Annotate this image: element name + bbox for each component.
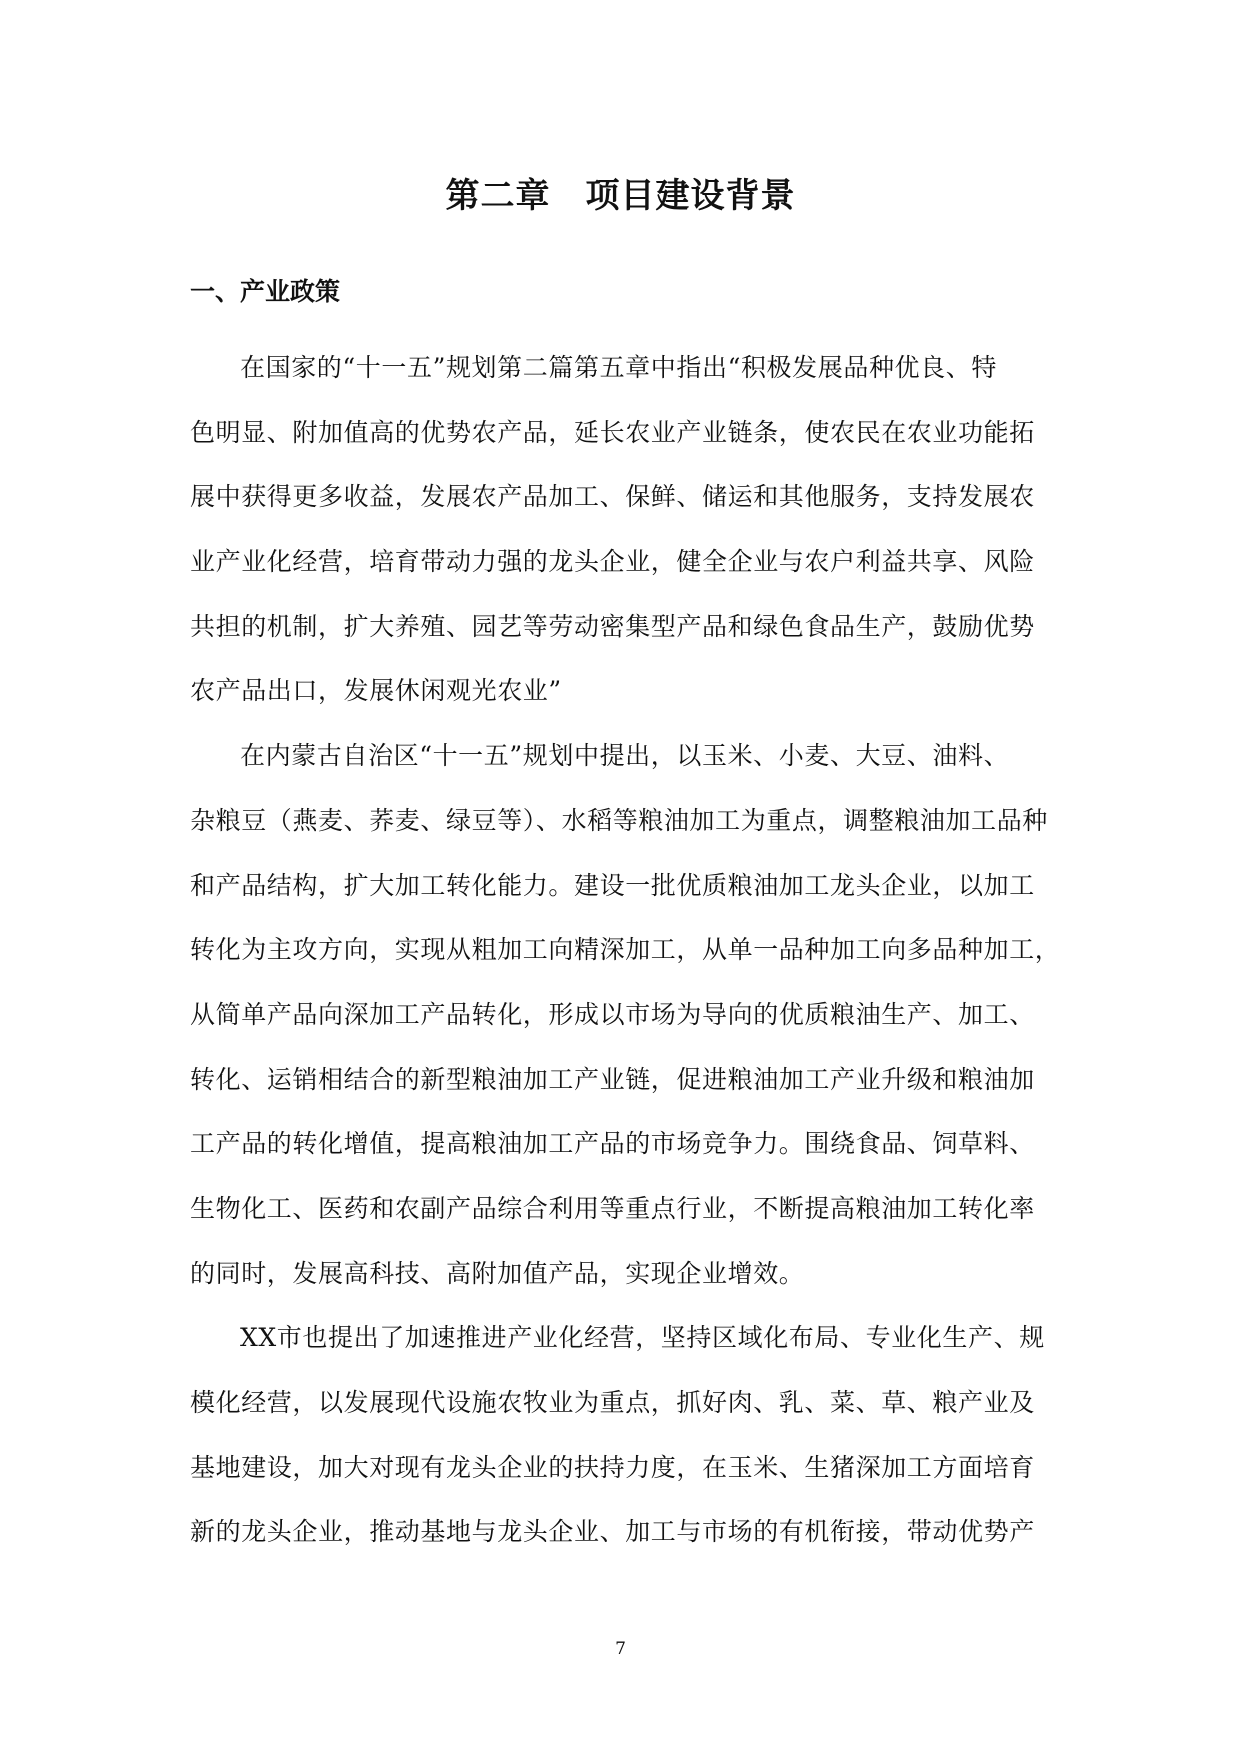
page-number: 7 (615, 1639, 626, 1659)
body-text (190, 336, 1060, 1565)
text-line: 色明显、附加值高的优势农产品，延长农业产业链条，使农民在农业功能拓 (190, 417, 1035, 447)
text-line: 基地建设，加大对现有龙头企业的扶持力度，在玉米、生猪深加工方面培育 (190, 1452, 1035, 1482)
text-line: 业产业化经营，培育带动力强的龙头企业，健全企业与农户利益共享、风险 (190, 547, 1035, 577)
text-line: 转化、运销相结合的新型粮油加工产业链，促进粮油加工产业升级和粮油加 (190, 1064, 1035, 1094)
text-line: 农产品出口，发展休闲观光农业” (190, 676, 562, 706)
text-line: 从简单产品向深加工产品转化，形成以市场为导向的优质粮油生产、加工、 (190, 999, 1035, 1029)
text-line: 模化经营，以发展现代设施农牧业为重点，抓好肉、乳、菜、草、粮产业及 (190, 1388, 1035, 1417)
text-line: 杂粮豆（燕麦、荞麦、绿豆等）、水稻等粮油加工为重点，调整粮油加工品种 (190, 805, 1048, 835)
text-line: 生物化工、医药和农副产品综合利用等重点行业，不断提高粮油加工转化率 (190, 1193, 1035, 1223)
chapter-title: 第二章 项目建设背景 (445, 176, 796, 216)
text-line: 的同时，发展高科技、高附加值产品，实现企业增效。 (190, 1258, 805, 1288)
text-line: 在国家的“十一五”规划第二篇第五章中指出“积极发展品种优良、特 (240, 353, 997, 382)
text-line: 在内蒙古自治区“十一五”规划中提出，以玉米、小麦、大豆、油料、 (240, 741, 1010, 771)
text-line: XX市也提出了加速推进产业化经营，坚持区域化布局、专业化生产、规 (240, 1323, 1045, 1353)
text-line: 新的龙头企业，推动基地与龙头企业、加工与市场的有机衔接，带动优势产 (190, 1517, 1035, 1547)
text-line: 展中获得更多收益，发展农产品加工、保鲜、储运和其他服务，支持发展农 (190, 482, 1035, 512)
section-heading: 一、产业政策 (190, 277, 341, 306)
text-line: 和产品结构，扩大加工转化能力。建设一批优质粮油加工龙头企业，以加工 (190, 870, 1035, 900)
text-line: 工产品的转化增值，提高粮油加工产品的市场竞争力。围绕食品、饲草料、 (190, 1129, 1035, 1159)
text-line: 共担的机制，扩大养殖、园艺等劳动密集型产品和绿色食品生产，鼓励优势 (190, 611, 1035, 641)
text-line: 转化为主攻方向，实现从粗加工向精深加工，从单一品种加工向多品种加工， (190, 935, 1061, 965)
